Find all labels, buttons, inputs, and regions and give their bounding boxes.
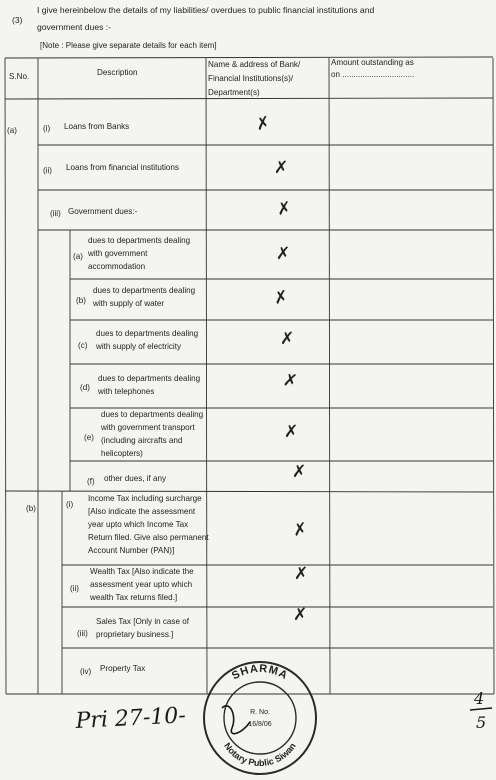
row-a-iii-b-num: (b) bbox=[76, 296, 86, 305]
row-b-ii-line1: Wealth Tax [Also indicate the bbox=[90, 567, 194, 576]
stamp-name: SHARMA bbox=[229, 662, 290, 683]
row-a-iii-a-line1: dues to departments dealing bbox=[88, 236, 191, 245]
header-sno: S.No. bbox=[9, 72, 30, 81]
row-a-ii-text: Loans from financial institutions bbox=[66, 163, 179, 172]
page-fraction-den: 5 bbox=[476, 713, 487, 732]
mark-cross-a-iii-d: ✗ bbox=[281, 370, 299, 392]
row-a-iii-c-line1: dues to departments dealing bbox=[96, 329, 199, 338]
row-a-iii-d-line2: with telephones bbox=[98, 387, 155, 396]
row-a-iii-a-line2: with government bbox=[88, 249, 148, 258]
row-a-iii-e-line4: helicopters) bbox=[101, 449, 143, 458]
row-b-i-line5: Account Number (PAN)] bbox=[88, 546, 175, 555]
row-a-iii-a-line3: accommodation bbox=[88, 262, 146, 271]
mark-cross-a-iii-c: ✗ bbox=[280, 329, 295, 349]
row-b-ii-line3: wealth Tax returns filed.] bbox=[90, 593, 178, 602]
mark-cross-a-iii-b: ✗ bbox=[272, 286, 290, 310]
header-description: Description bbox=[97, 68, 138, 77]
row-a-iii-num: (iii) bbox=[50, 209, 61, 218]
row-a-i-num: (i) bbox=[43, 124, 51, 133]
row-b-iii-line2: proprietary business.] bbox=[96, 630, 174, 639]
row-b-i-line1: Income Tax including surcharge bbox=[88, 494, 202, 503]
row-b-i-line4: Return filed. Give also permanent bbox=[88, 533, 209, 542]
row-b-iv-num: (iv) bbox=[80, 667, 92, 676]
stamp-date: 16/8/06 bbox=[248, 721, 272, 728]
row-a-iii-e-line1: dues to departments dealing bbox=[101, 410, 204, 419]
row-a-iii-e-num: (e) bbox=[84, 433, 94, 442]
mark-cross-a-iii-f: ✗ bbox=[292, 462, 307, 482]
row-a-iii-e-line2: with government transport bbox=[101, 423, 195, 432]
section-number: (3) bbox=[12, 15, 23, 25]
header-name-line2: Financial Institutions(s)/ bbox=[208, 74, 294, 83]
row-b-ii-line2: assessment year upto which bbox=[90, 580, 193, 589]
row-b-iii-line1: Sales Tax [Only in case of bbox=[96, 617, 189, 626]
row-a-iii-f-text: other dues, if any bbox=[104, 474, 167, 483]
row-a-iii-d-line1: dues to departments dealing bbox=[98, 374, 201, 383]
row-a-iii-c-line2: with supply of electricity bbox=[96, 342, 182, 351]
row-a-iii-a-num: (a) bbox=[73, 252, 83, 261]
intro-line-1: I give hereinbelow the details of my liabilities/ overdues to public financial institutions and bbox=[37, 5, 375, 15]
mark-cross-a-iii: ✗ bbox=[275, 198, 293, 220]
row-a-iii-b-line2: with supply of water bbox=[93, 299, 165, 308]
stamp-place: Notary Public Siwan bbox=[222, 740, 298, 769]
page-fraction bbox=[464, 686, 496, 736]
page-fraction-num: 4 bbox=[474, 689, 485, 708]
row-a-iii-text: Government dues:- bbox=[68, 207, 138, 216]
row-b-iii-num: (iii) bbox=[77, 629, 88, 638]
row-a-iii-c-num: (c) bbox=[78, 341, 88, 350]
row-b-i-line3: year upto which Income Tax bbox=[88, 520, 189, 529]
stamp-reg: R. No. bbox=[250, 709, 270, 716]
row-a-i-text: Loans from Banks bbox=[64, 122, 130, 131]
mark-cross-b-i: ✗ bbox=[291, 519, 309, 541]
row-a-iii-f-num: (f) bbox=[87, 477, 95, 486]
signature-text: Pri 27-10- bbox=[75, 703, 187, 734]
row-a-ii-num: (ii) bbox=[43, 166, 52, 175]
intro-line-2: government dues :- bbox=[37, 22, 112, 32]
row-a-iii-b-line1: dues to departments dealing bbox=[93, 286, 196, 295]
header-amount-line2: on ................................ bbox=[331, 70, 415, 79]
mark-cross-a-ii: ✗ bbox=[274, 158, 289, 178]
mark-cross-a-i: ✗ bbox=[253, 112, 273, 136]
row-b-i-line2: [Also indicate the assessment bbox=[88, 507, 196, 516]
mark-cross-a-iii-e: ✗ bbox=[284, 422, 299, 442]
row-a-iii-e-line3: (including aircrafts and bbox=[101, 436, 183, 445]
row-b-i-num: (i) bbox=[66, 500, 74, 509]
row-a-sno: (a) bbox=[7, 126, 17, 135]
header-amount-line1: Amount outstanding as bbox=[331, 58, 414, 67]
note-text: [Note : Please give separate details for each item] bbox=[40, 41, 217, 50]
row-a-iii-d-num: (d) bbox=[80, 383, 90, 392]
header-name-line3: Department(s) bbox=[208, 88, 260, 97]
handwritten-signature bbox=[72, 698, 262, 748]
mark-cross-b-iii: ✗ bbox=[293, 605, 308, 625]
mark-cross-a-iii-a: ✗ bbox=[276, 244, 291, 264]
header-name-line1: Name & address of Bank/ bbox=[208, 60, 301, 69]
mark-cross-b-ii: ✗ bbox=[294, 564, 309, 584]
row-b-iv-text: Property Tax bbox=[100, 664, 146, 673]
row-b-ii-num: (ii) bbox=[70, 584, 79, 593]
row-b-sno: (b) bbox=[26, 504, 36, 513]
